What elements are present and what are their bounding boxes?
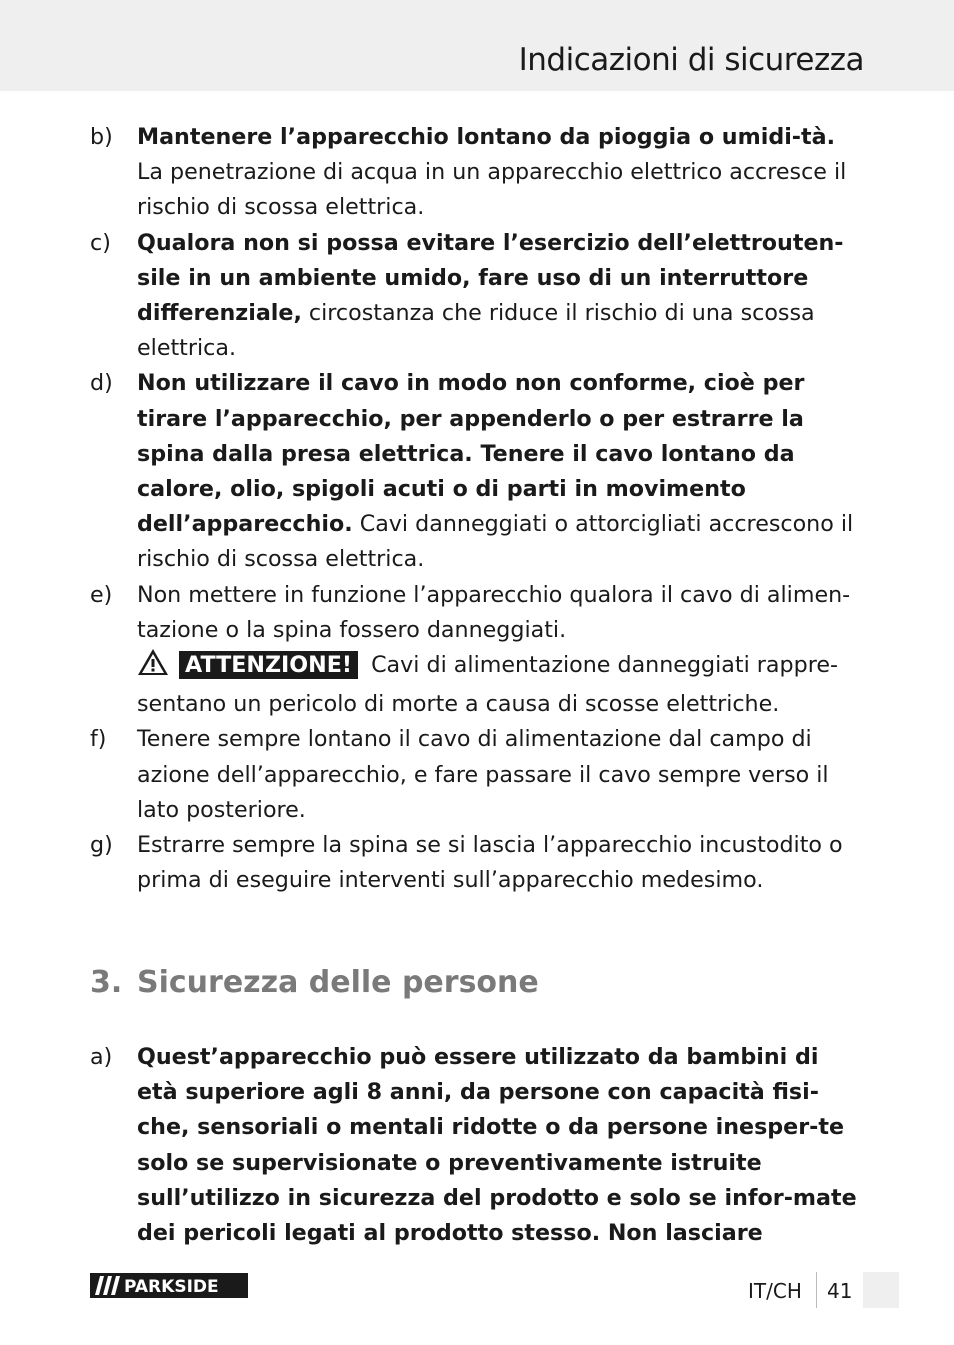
item-bold-text: Qualora non si possa evitare l’esercizio dell’elettrouten-sile in un ambiente umido, fare uso di un interruttore differenziale, xyxy=(137,229,844,327)
list-item xyxy=(90,120,866,226)
list-item xyxy=(90,1040,866,1251)
list-item xyxy=(90,578,866,723)
warning-text: Cavi di alimentazione danneggiati rappre-sentano un pericolo di morte a causa di scosse elettriche. xyxy=(137,652,838,718)
footer-divider xyxy=(816,1272,817,1308)
item-text: circostanza che riduce il rischio di una scossa elettrica. xyxy=(137,300,815,362)
list-item xyxy=(90,828,866,898)
item-marker: f) xyxy=(90,726,107,753)
item-bold-text: Quest’apparecchio può essere utilizzato da bambini di età superiore agli 8 anni, da persone con capacità fisi-che, sensoriali o mentali ridotte o da persone inesper-te solo se supervisionate o preventivamente istruite sull’utilizzo in sicurezza del prodotto e solo se infor-mate dei pericoli legati al prodotto stesso. Non lasciare xyxy=(137,1044,857,1247)
section-list xyxy=(90,1040,866,1251)
warning-badge: ATTENZIONE! xyxy=(179,651,358,679)
section-heading xyxy=(90,965,539,1000)
page-number: 41 xyxy=(827,1279,853,1303)
safety-list xyxy=(90,120,866,898)
item-text: Non mettere in funzione l’apparecchio qualora il cavo di alimen-tazione o la spina fossero danneggiati. xyxy=(137,581,851,643)
section-title: Sicurezza delle persone xyxy=(137,965,539,1000)
item-marker: b) xyxy=(90,124,113,150)
item-text: Cavi danneggiati o attorcigliati accrescono il rischio di scossa elettrica. xyxy=(137,511,854,573)
item-text: Tenere sempre lontano il cavo di alimentazione dal campo di azione dell’apparecchio, e fare passare il cavo sempre verso il lato posteriore. xyxy=(137,726,829,823)
list-item xyxy=(90,226,866,367)
warning-triangle-icon xyxy=(137,648,169,687)
list-item xyxy=(90,722,866,828)
item-marker: e) xyxy=(90,581,113,608)
item-text: La penetrazione di acqua in un apparecchio elettrico accresce il rischio di scossa elettrica. xyxy=(137,159,847,221)
item-bold-text: Non utilizzare il cavo in modo non conforme, cioè per tirare l’apparecchio, per appenderlo o per estrarre la spina dalla presa elettrica. Tenere il cavo lontano da calore, olio, spigoli acuti o di parti in movimento dell’apparecchio. xyxy=(137,370,805,538)
brand-name: PARKSIDE xyxy=(124,1277,219,1297)
item-marker: a) xyxy=(90,1044,113,1070)
language-code: IT/CH xyxy=(748,1279,802,1303)
page-title: Indicazioni di sicurezza xyxy=(518,42,864,78)
footer-tab xyxy=(863,1272,899,1308)
section-number: 3. xyxy=(90,965,123,1000)
list-item xyxy=(90,366,866,577)
item-marker: c) xyxy=(90,229,111,256)
item-marker: d) xyxy=(90,370,113,397)
item-marker: g) xyxy=(90,832,113,859)
parkside-logo xyxy=(90,1273,248,1298)
item-text: Estrarre sempre la spina se si lascia l’apparecchio incustodito o prima di eseguire interventi sull’apparecchio medesimo. xyxy=(137,832,843,894)
item-bold-text: Mantenere l’apparecchio lontano da pioggia o umidi-tà. xyxy=(137,124,836,150)
